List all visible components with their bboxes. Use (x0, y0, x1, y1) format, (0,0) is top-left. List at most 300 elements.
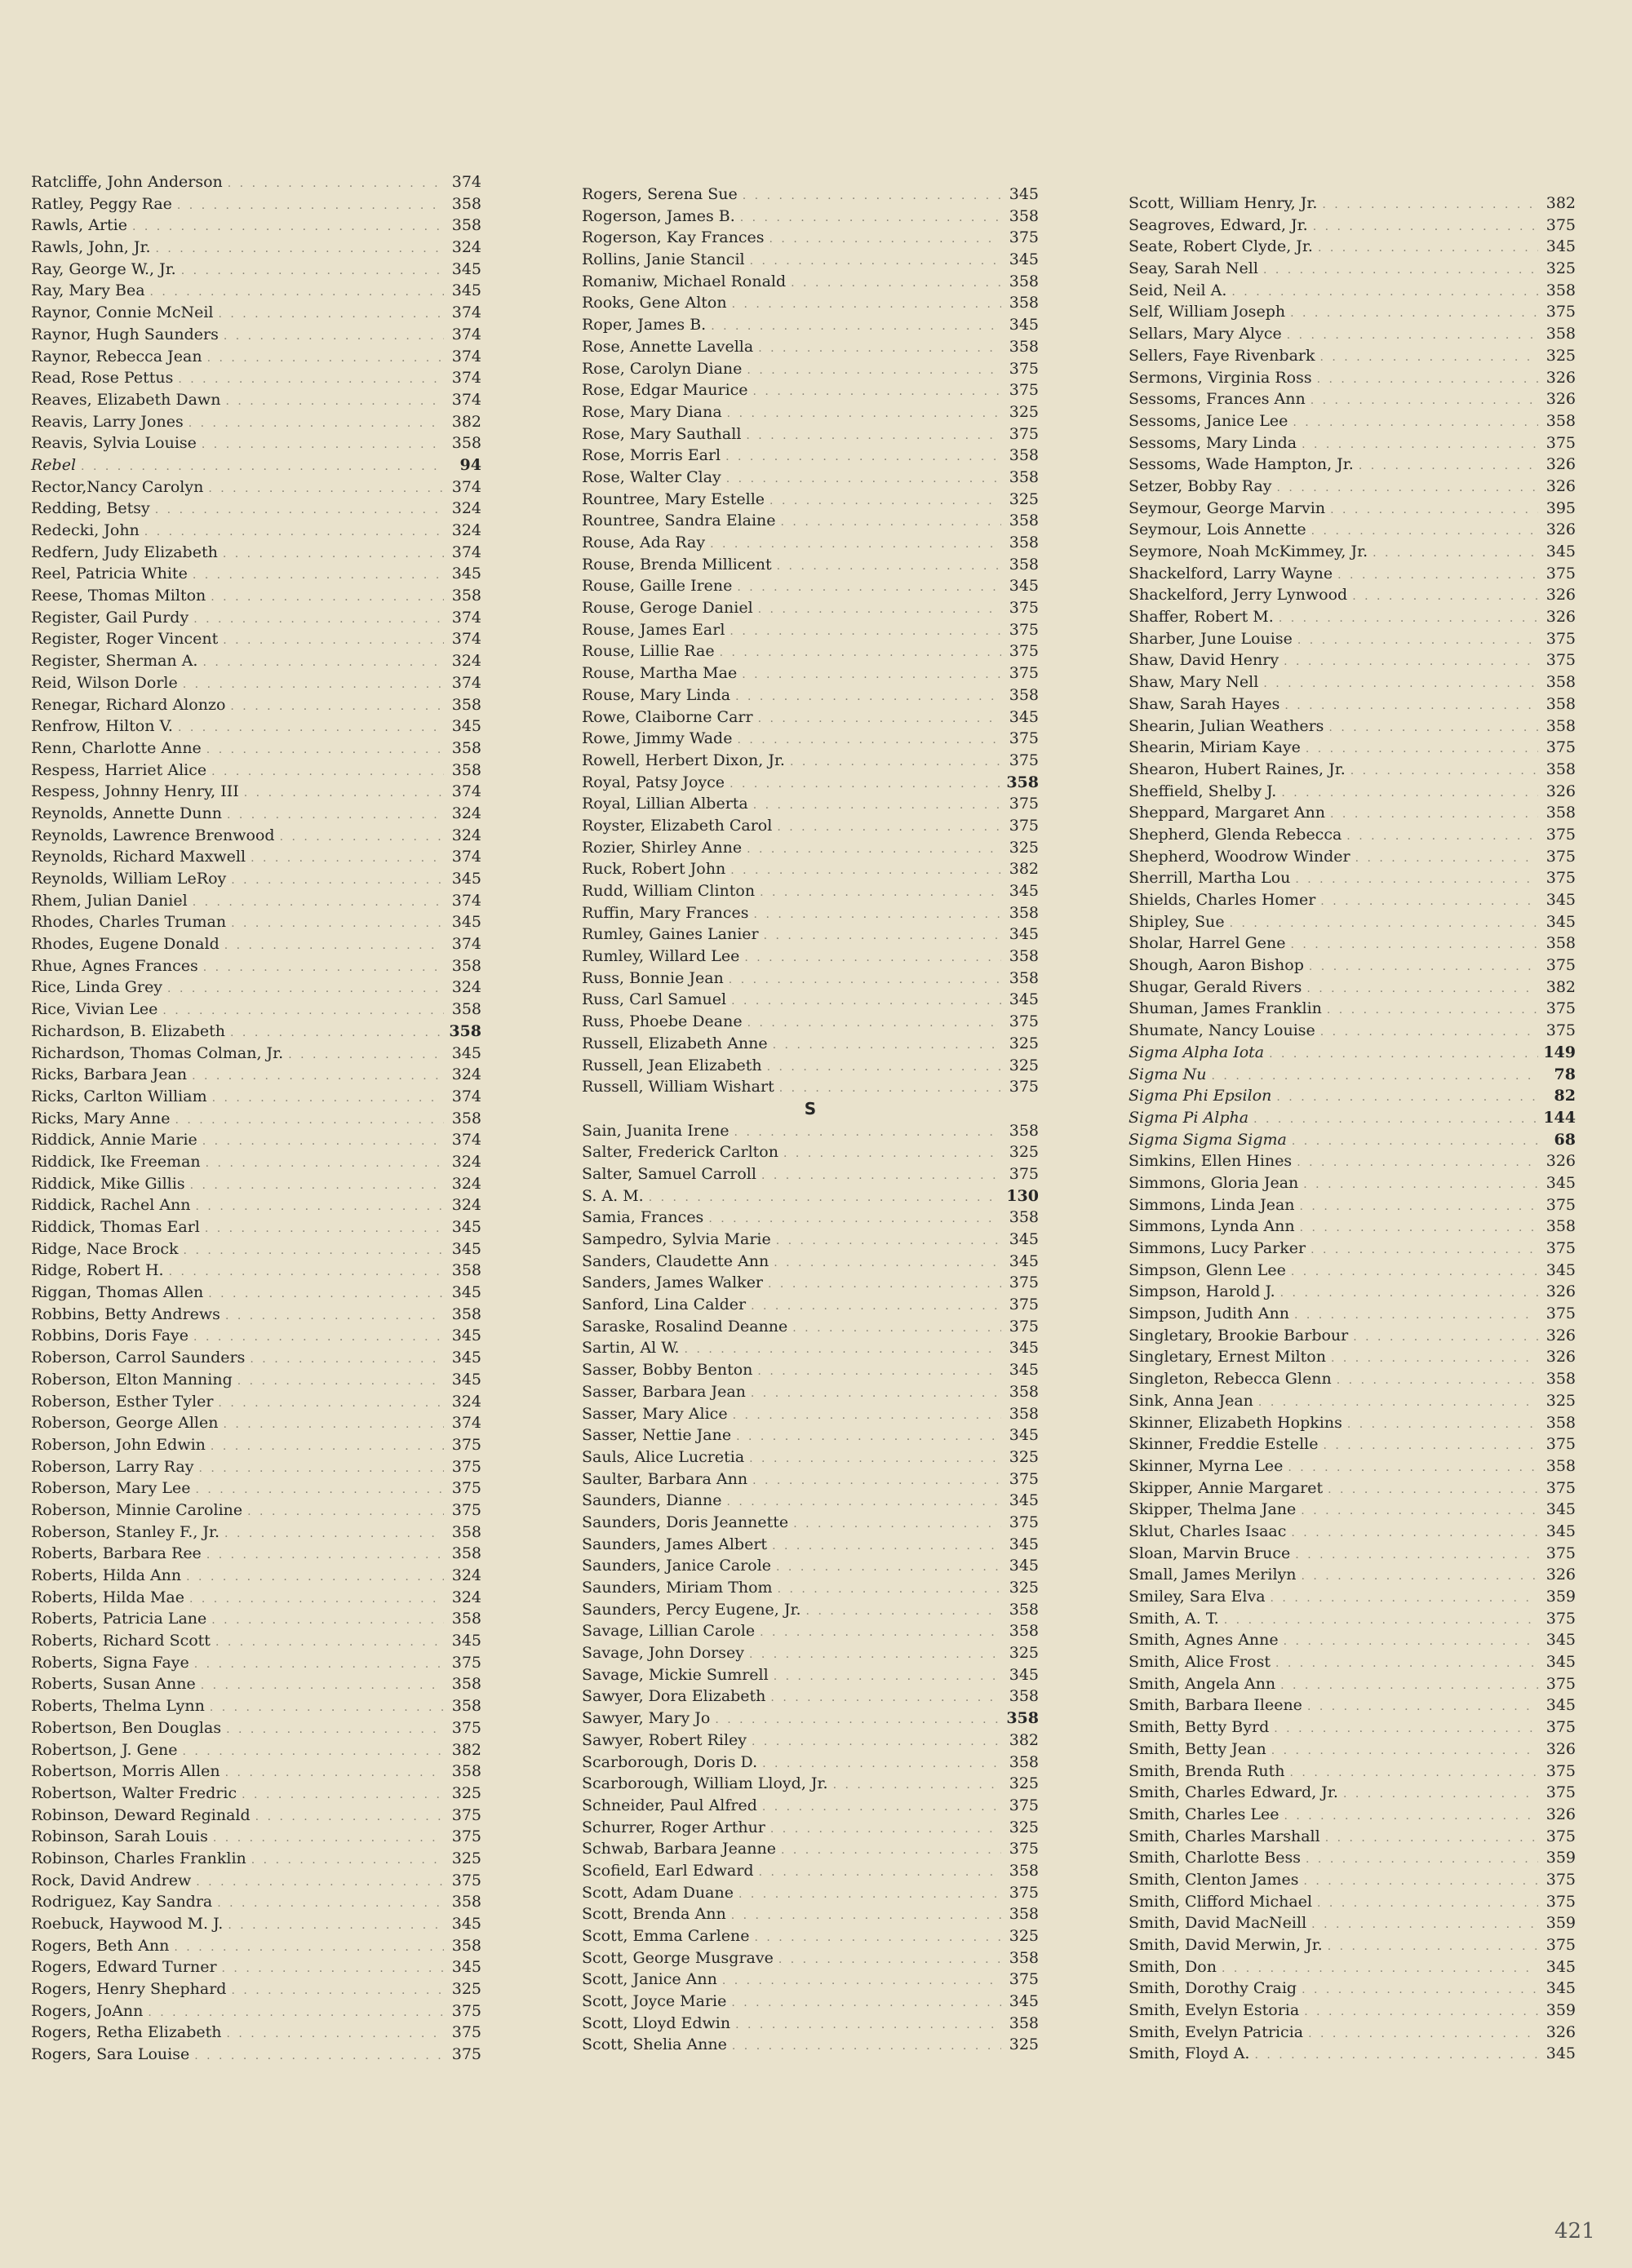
entry-name: Schneider, Paul Alfred (582, 1796, 757, 1814)
index-entry (31, 389, 481, 411)
entry-name: Rogers, Edward Turner (31, 1958, 217, 1977)
leader-dots (1337, 565, 1538, 587)
entry-name: Ray, George W., Jr. (31, 259, 176, 278)
leader-dots (223, 543, 444, 565)
index-entry (31, 911, 481, 933)
entry-name: Renn, Charlotte Anne (31, 738, 202, 757)
entry-page: 375 (451, 1500, 481, 1519)
entry-name: Seagroves, Edward, Jr. (1129, 215, 1308, 234)
leader-dots (1275, 1653, 1538, 1675)
entry-page: 325 (1009, 489, 1039, 508)
index-entry (582, 619, 1039, 641)
index-entry (582, 1490, 1039, 1512)
index-entry (1129, 1281, 1576, 1303)
entry-page: 375 (1546, 738, 1576, 757)
entry-name: Smith, Agnes Anne (1129, 1631, 1279, 1650)
entry-page: 375 (1009, 1012, 1039, 1031)
leader-dots (760, 882, 1001, 904)
entry-name: Rawls, Artie (31, 216, 127, 235)
leader-dots (1284, 1631, 1538, 1653)
entry-page: 358 (1546, 934, 1576, 953)
entry-name: Shaw, Sarah Hayes (1129, 694, 1280, 713)
leader-dots (230, 696, 444, 718)
entry-page: 358 (451, 760, 481, 779)
entry-page: 358 (1009, 512, 1039, 530)
leader-dots (1303, 1174, 1538, 1196)
entry-name: Simmons, Linda Jean (1129, 1195, 1295, 1214)
index-entry (1129, 911, 1576, 933)
entry-page: 325 (1009, 1818, 1039, 1836)
index-entry (582, 1817, 1039, 1839)
index-entry (1129, 236, 1576, 258)
leader-dots (1350, 760, 1538, 782)
entry-page: 358 (449, 1021, 481, 1040)
leader-dots (1224, 1610, 1538, 1632)
index-entry (582, 1381, 1039, 1403)
entry-name: Raynor, Connie McNeil (31, 303, 214, 322)
entry-page: 149 (1543, 1043, 1576, 1061)
index-entry (582, 2034, 1039, 2056)
entry-page: 358 (451, 587, 481, 605)
entry-page: 324 (451, 1566, 481, 1584)
index-entry (31, 781, 481, 803)
index-entry (582, 1555, 1039, 1577)
entry-name: Singletary, Ernest Milton (1129, 1348, 1326, 1367)
entry-name: Rhodes, Charles Truman (31, 913, 227, 932)
index-entry (31, 1761, 481, 1783)
entry-page: 375 (1009, 1078, 1039, 1096)
leader-dots (720, 642, 1001, 664)
index-entry (582, 1642, 1039, 1664)
index-entry (582, 728, 1039, 750)
index-entry (31, 1151, 481, 1173)
entry-name: Shepherd, Woodrow Winder (1129, 847, 1350, 866)
entry-name: Samia, Frances (582, 1208, 704, 1227)
entry-name: Raynor, Rebecca Jean (31, 347, 202, 365)
index-entry (31, 1587, 481, 1609)
entry-page: 375 (1009, 1796, 1039, 1814)
leader-dots (1346, 826, 1538, 848)
entry-page: 395 (1546, 498, 1576, 517)
entry-name: Shugar, Gerald Rivers (1129, 977, 1302, 996)
index-entry (1129, 1934, 1576, 1956)
entry-page: 324 (451, 238, 481, 257)
leader-dots (738, 1884, 1001, 1906)
entry-name: Read, Rose Pettus (31, 369, 174, 388)
entry-name: Shaw, David Henry (1129, 651, 1279, 670)
index-entry (582, 793, 1039, 815)
leader-dots (733, 1405, 1001, 1427)
index-entry (31, 1543, 481, 1565)
entry-page: 82 (1554, 1087, 1576, 1105)
entry-page: 345 (1009, 707, 1039, 726)
leader-dots (731, 1905, 1001, 1927)
index-entry (31, 346, 481, 368)
index-entry (1129, 498, 1576, 520)
entry-name: Skinner, Elizabeth Hopkins (1129, 1413, 1342, 1432)
leader-dots (1295, 1544, 1538, 1566)
leader-dots (1310, 390, 1538, 412)
entry-name: Rouse, Mary Linda (582, 685, 731, 704)
index-entry (1129, 301, 1576, 323)
index-entry (1129, 323, 1576, 345)
leader-dots (1310, 1239, 1538, 1261)
leader-dots (774, 1252, 1001, 1274)
leader-dots (711, 316, 1001, 338)
entry-page: 345 (1009, 1491, 1039, 1510)
index-entry (31, 999, 481, 1021)
entry-page: 345 (451, 1632, 481, 1650)
entry-name: Scott, Joyce Marie (582, 1992, 727, 2011)
index-entry (31, 476, 481, 498)
entry-page: 345 (451, 259, 481, 278)
leader-dots (148, 2002, 444, 2024)
index-entry (31, 890, 481, 912)
leader-dots (730, 621, 1001, 643)
leader-dots (776, 1230, 1001, 1252)
leader-dots (730, 773, 1001, 795)
entry-name: Setzer, Bobby Ray (1129, 476, 1272, 495)
index-entry (582, 510, 1039, 532)
index-entry (1129, 606, 1576, 628)
leader-dots (178, 369, 444, 391)
entry-page: 358 (451, 1893, 481, 1911)
entry-page: 375 (1546, 1718, 1576, 1737)
entry-name: Register, Sherman A. (31, 652, 198, 671)
entry-page: 345 (1546, 1957, 1576, 1976)
index-entry (31, 171, 481, 193)
entry-name: Saunders, Percy Eugene, Jr. (582, 1600, 801, 1619)
entry-name: Sherrill, Martha Lou (1129, 869, 1291, 888)
entry-page: 374 (451, 630, 481, 649)
entry-page: 345 (451, 1218, 481, 1236)
index-entry (582, 1685, 1039, 1708)
leader-dots (218, 303, 444, 326)
entry-name: Reese, Thomas Milton (31, 587, 206, 605)
entry-name: Rollins, Janie Stancil (582, 250, 745, 269)
leader-dots (181, 260, 444, 282)
entry-page: 325 (451, 1849, 481, 1867)
index-entry (1129, 1673, 1576, 1695)
entry-page: 358 (1009, 1382, 1039, 1401)
index-entry (31, 1499, 481, 1522)
entry-page: 325 (451, 1980, 481, 1999)
leader-dots (217, 1893, 444, 1915)
index-entry (31, 1108, 481, 1130)
entry-name: Smith, Clenton James (1129, 1870, 1299, 1889)
entry-page: 375 (1546, 1609, 1576, 1628)
index-entry (31, 1673, 481, 1695)
index-entry (1129, 1150, 1576, 1172)
leader-dots (761, 1165, 1001, 1187)
entry-page: 345 (451, 1043, 481, 1062)
entry-name: Sasser, Bobby Benton (582, 1361, 753, 1380)
index-entry (31, 1652, 481, 1674)
entry-page: 345 (1009, 882, 1039, 900)
entry-page: 375 (1009, 642, 1039, 661)
entry-page: 325 (1009, 1056, 1039, 1074)
leader-dots (1284, 651, 1538, 673)
leader-dots (744, 947, 1001, 969)
entry-name: Simmons, Gloria Jean (1129, 1173, 1299, 1192)
index-entry (1129, 1586, 1576, 1608)
entry-name: Roberson, Larry Ray (31, 1457, 194, 1476)
index-entry (582, 1229, 1039, 1251)
index-entry (1129, 781, 1576, 803)
index-entry (582, 1316, 1039, 1338)
entry-page: 375 (1546, 847, 1576, 866)
leader-dots (752, 1731, 1001, 1753)
entry-name: Reynolds, William LeRoy (31, 870, 227, 888)
entry-page: 345 (1009, 1992, 1039, 2011)
leader-dots (778, 1579, 1001, 1601)
leader-dots (762, 1796, 1001, 1818)
entry-name: Shaffer, Robert M. (1129, 608, 1274, 627)
leader-dots (1300, 1217, 1538, 1239)
leader-dots (726, 468, 1001, 490)
entry-page: 345 (1009, 1251, 1039, 1270)
entry-name: Sigma Nu (1129, 1065, 1207, 1083)
entry-name: Sellars, Mary Alyce (1129, 325, 1282, 343)
entry-page: 358 (451, 1675, 481, 1694)
leader-dots (202, 434, 444, 456)
entry-page: 345 (1009, 1339, 1039, 1358)
entry-page: 375 (1546, 1195, 1576, 1214)
leader-dots (749, 1448, 1001, 1470)
leader-dots (781, 1840, 1001, 1862)
entry-page: 358 (1009, 1208, 1039, 1227)
index-entry (31, 498, 481, 520)
entry-name: Roberson, Esther Tyler (31, 1392, 214, 1411)
entry-name: Rice, Linda Grey (31, 978, 163, 997)
leader-dots (1328, 717, 1538, 739)
entry-page: 358 (1009, 1404, 1039, 1423)
index-entry (582, 946, 1039, 968)
entry-page: 358 (1546, 716, 1576, 735)
index-entry (31, 1216, 481, 1238)
index-entry (31, 1086, 481, 1108)
entry-page: 326 (1546, 608, 1576, 627)
index-entry (582, 1055, 1039, 1077)
index-entry (1129, 541, 1576, 563)
leader-dots (1290, 1762, 1538, 1784)
leader-dots (227, 2023, 445, 2045)
entry-page: 358 (1009, 1121, 1039, 1140)
leader-dots (231, 1980, 444, 2002)
entry-page: 375 (451, 1805, 481, 1824)
entry-name: Rose, Annette Lavella (582, 337, 754, 356)
entry-name: Rose, Carolyn Diane (582, 359, 743, 378)
entry-page: 375 (1546, 215, 1576, 234)
entry-page: 325 (1009, 1143, 1039, 1162)
entry-page: 375 (451, 1435, 481, 1454)
entry-page: 375 (1546, 433, 1576, 452)
index-entry (31, 1826, 481, 1848)
entry-name: Riggan, Thomas Allen (31, 1283, 204, 1302)
entry-page: 94 (459, 455, 481, 474)
index-entry (31, 1304, 481, 1326)
index-entry (582, 1185, 1039, 1207)
entry-page: 358 (1009, 337, 1039, 356)
entry-page: 325 (1009, 1579, 1039, 1597)
index-entry (1129, 1020, 1576, 1042)
entry-page: 374 (451, 347, 481, 365)
entry-name: Reaves, Elizabeth Dawn (31, 390, 221, 409)
index-entry (31, 1717, 481, 1739)
leader-dots (237, 1371, 444, 1393)
entry-page: 358 (1009, 1622, 1039, 1641)
entry-page: 358 (1546, 325, 1576, 343)
entry-name: Rose, Edgar Maurice (582, 381, 748, 400)
leader-dots (184, 1240, 444, 1262)
leader-dots (747, 839, 1001, 861)
index-entry (1129, 410, 1576, 432)
entry-page: 358 (1546, 694, 1576, 713)
entry-page: 375 (451, 2023, 481, 2042)
entry-name: Smith, Don (1129, 1957, 1217, 1976)
index-entry (1129, 1847, 1576, 1869)
index-entry (582, 707, 1039, 729)
entry-page: 345 (1546, 1979, 1576, 1998)
leader-dots (228, 1915, 444, 1937)
entry-page: 358 (1546, 1217, 1576, 1236)
index-entry (1129, 1216, 1576, 1238)
leader-dots (251, 1849, 444, 1872)
entry-page: 375 (1546, 1021, 1576, 1040)
entry-page: 345 (451, 717, 481, 736)
entry-name: Sanders, James Walker (582, 1274, 764, 1292)
entry-page: 374 (451, 608, 481, 627)
index-entry (1129, 715, 1576, 738)
entry-page: 375 (1546, 1674, 1576, 1693)
index-entry (582, 271, 1039, 293)
leader-dots (1293, 412, 1538, 434)
leader-dots (735, 686, 1001, 708)
leader-dots (192, 1065, 444, 1087)
entry-page: 324 (451, 652, 481, 671)
index-entry (31, 1935, 481, 1957)
index-entry (1129, 1325, 1576, 1347)
entry-name: Shaw, Mary Nell (1129, 673, 1259, 692)
entry-page: 345 (1546, 1696, 1576, 1715)
entry-page: 374 (451, 935, 481, 954)
leader-dots (727, 1491, 1002, 1513)
leader-dots (768, 1274, 1001, 1296)
leader-dots (1324, 1435, 1539, 1457)
index-entry (31, 628, 481, 650)
leader-dots (175, 1110, 444, 1132)
index-entry (582, 1011, 1039, 1033)
entry-name: Sigma Alpha Iota (1129, 1043, 1265, 1061)
index-entry (1129, 1107, 1576, 1129)
entry-page: 324 (451, 1174, 481, 1193)
leader-dots (722, 1970, 1001, 1992)
index-entry (31, 520, 481, 542)
leader-dots (189, 1588, 444, 1610)
index-entry (582, 902, 1039, 924)
entry-name: Riddick, Mike Gillis (31, 1174, 185, 1193)
leader-dots (759, 1862, 1001, 1884)
entry-page: 375 (1546, 303, 1576, 321)
leader-dots (1355, 848, 1538, 870)
index-entry (582, 575, 1039, 597)
index-entry (582, 206, 1039, 228)
entry-name: Russell, Elizabeth Anne (582, 1034, 768, 1052)
entry-page: 345 (451, 1958, 481, 1977)
leader-dots (223, 1414, 444, 1436)
index-entry (31, 1783, 481, 1805)
index-entry (582, 1752, 1039, 1774)
entry-name: Skipper, Annie Margaret (1129, 1478, 1324, 1497)
index-entry (1129, 1303, 1576, 1325)
index-entry (31, 2000, 481, 2022)
leader-dots (1297, 630, 1538, 652)
entry-page: 358 (1546, 411, 1576, 430)
entry-name: Shipley, Sue (1129, 912, 1225, 931)
index-entry (31, 825, 481, 847)
entry-name: Saunders, Dianne (582, 1491, 722, 1510)
entry-page: 358 (1546, 1370, 1576, 1389)
leader-dots (1277, 477, 1538, 499)
leader-dots (201, 1675, 444, 1697)
leader-dots (729, 969, 1001, 991)
entry-page: 358 (1546, 1413, 1576, 1432)
entry-page: 345 (451, 565, 481, 583)
entry-name: Renfrow, Hilton V. (31, 717, 173, 736)
entry-name: Rose, Mary Diana (582, 402, 722, 421)
leader-dots (225, 1762, 444, 1784)
index-entry (1129, 867, 1576, 889)
index-entry (31, 1456, 481, 1478)
leader-dots (753, 381, 1001, 403)
entry-page: 375 (451, 1653, 481, 1672)
entry-name: Roberts, Signa Faye (31, 1653, 189, 1672)
entry-page: 375 (1546, 1761, 1576, 1780)
entry-name: Robertson, Morris Allen (31, 1762, 220, 1781)
entry-name: Shearin, Julian Weathers (1129, 716, 1324, 735)
index-entry (582, 1903, 1039, 1925)
entry-name: Seymour, Lois Annette (1129, 520, 1306, 539)
entry-page: 345 (1009, 316, 1039, 334)
entry-name: Sawyer, Robert Riley (582, 1730, 747, 1749)
entry-name: Roberson, Carrol Saunders (31, 1349, 246, 1367)
entry-name: Rozier, Shirley Anne (582, 838, 743, 857)
leader-dots (242, 1784, 444, 1806)
leader-dots (750, 250, 1001, 272)
entry-name: Scarborough, William Lloyd, Jr. (582, 1774, 828, 1793)
entry-page: 375 (1009, 664, 1039, 683)
index-entry (31, 1477, 481, 1499)
leader-dots (1231, 281, 1538, 303)
page-number: 421 (1554, 2219, 1595, 2244)
entry-name: Smith, Betty Byrd (1129, 1718, 1270, 1737)
entry-name: Sain, Juanita Irene (582, 1121, 730, 1140)
entry-name: Ricks, Mary Anne (31, 1109, 171, 1127)
entry-page: 375 (451, 1479, 481, 1498)
entry-page: 375 (1009, 729, 1039, 748)
index-entry (582, 1359, 1039, 1381)
entry-name: Scofield, Earl Edward (582, 1861, 754, 1880)
entry-page: 358 (451, 1109, 481, 1127)
entry-page: 345 (1546, 912, 1576, 931)
entry-page: 345 (1546, 1631, 1576, 1650)
entry-page: 374 (451, 782, 481, 801)
entry-name: Rouse, James Earl (582, 620, 725, 639)
index-entry (1129, 649, 1576, 671)
index-entry (582, 662, 1039, 684)
entry-name: Reavis, Sylvia Louise (31, 434, 197, 453)
leader-dots (1287, 325, 1538, 347)
